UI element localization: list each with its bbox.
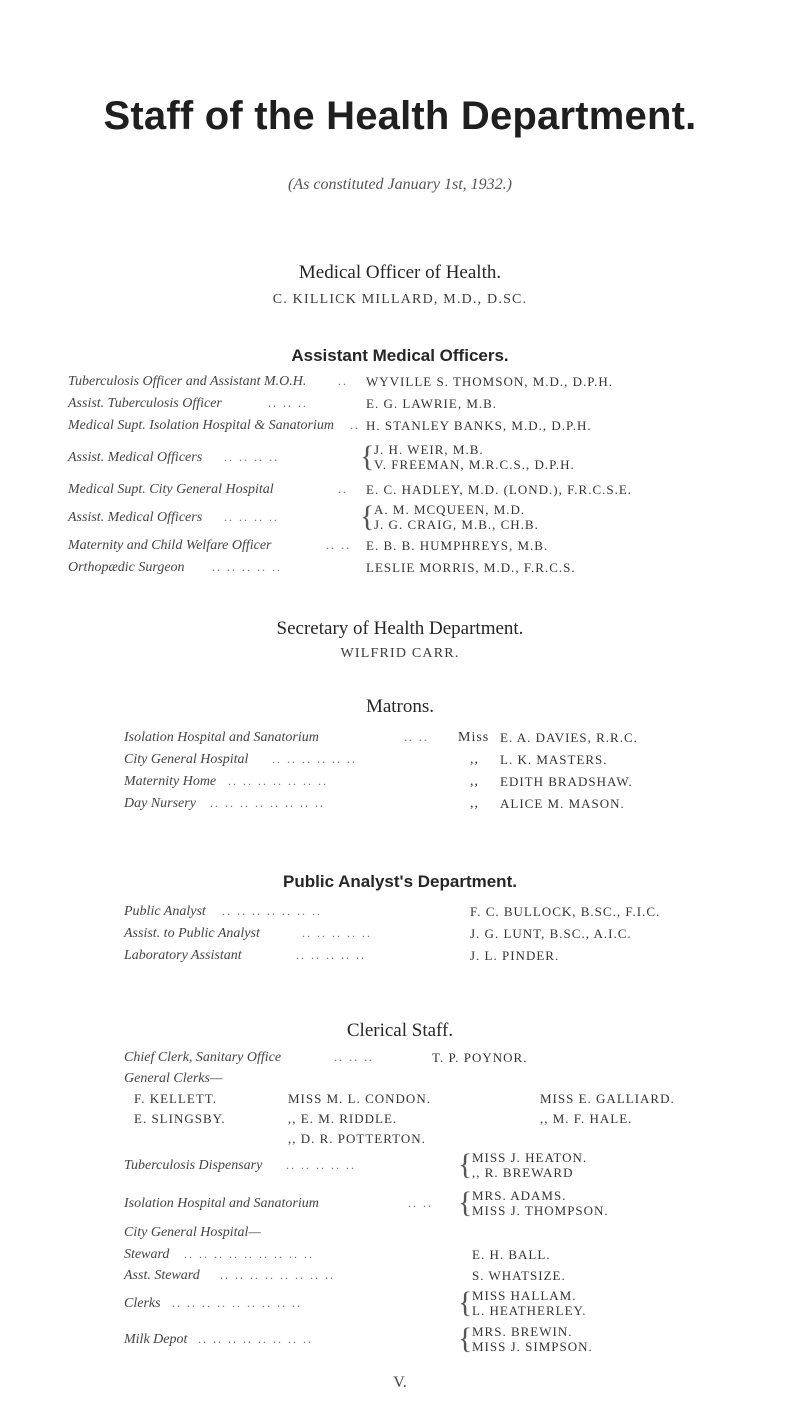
amo-name: WYVILLE S. THOMSON, M.D., D.P.H. — [366, 374, 613, 389]
matron-prefix: ,, — [470, 774, 479, 789]
analyst-role: Laboratory Assistant — [124, 948, 242, 963]
clerk-name: ,, M. F. HALE. — [540, 1111, 633, 1126]
cgh-role: Asst. Steward — [124, 1268, 200, 1283]
brace: { — [458, 1186, 473, 1219]
amo-names — [374, 442, 575, 472]
clerk-name: MISS J. SIMPSON. — [472, 1339, 593, 1354]
brace: { — [458, 1148, 473, 1181]
page-subtitle: (As constituted January 1st, 1932.) — [288, 176, 512, 193]
tb-dispensary-names — [472, 1150, 587, 1180]
matron-name: E. A. DAVIES, R.R.C. — [500, 730, 638, 745]
clerk-name: MRS. ADAMS. — [472, 1188, 567, 1203]
amo-name: J. G. CRAIG, M.B., CH.B. — [374, 517, 539, 532]
leader-dots: .. .. — [326, 538, 351, 552]
leader-dots: .. .. .. .. .. — [302, 926, 372, 940]
isolation-role: Isolation Hospital and Sanatorium — [124, 1196, 319, 1211]
clerk-name: ,, R. BREWARD — [472, 1165, 574, 1180]
matron-name: ALICE M. MASON. — [500, 796, 625, 811]
clerk-name: F. KELLETT. — [134, 1091, 218, 1106]
leader-dots: .. .. .. .. .. .. .. .. — [198, 1332, 313, 1346]
clerk-name: MISS HALLAM. — [472, 1288, 577, 1303]
matron-row — [0, 796, 800, 820]
clerk-name: MISS J. THOMPSON. — [472, 1203, 609, 1218]
leader-dots: .. .. .. .. .. .. .. — [222, 904, 322, 918]
moh-name: C. KILLICK MILLARD, M.D., D.SC. — [272, 292, 528, 307]
amo-name: H. STANLEY BANKS, M.D., D.P.H. — [366, 418, 592, 433]
clerk-name: E. SLINGSBY. — [134, 1111, 226, 1126]
cgh-role: Steward — [124, 1247, 170, 1262]
amo-role: Medical Supt. City General Hospital — [68, 482, 274, 497]
amo-name: A. M. MCQUEEN, M.D. — [374, 502, 526, 517]
amo-row — [0, 538, 800, 562]
chief-clerk-name: T. P. POYNOR. — [432, 1050, 528, 1065]
leader-dots: .. .. .. .. .. .. .. .. .. — [184, 1247, 314, 1261]
analyst-row — [0, 926, 800, 950]
chief-clerk-role: Chief Clerk, Sanitary Office — [124, 1050, 282, 1065]
analyst-name: F. C. BULLOCK, B.SC., F.I.C. — [470, 904, 661, 919]
secretary-heading: Secretary of Health Department. — [276, 618, 524, 639]
amo-row — [0, 374, 800, 398]
amo-role: Medical Supt. Isolation Hospital & Sanatorium — [68, 418, 334, 433]
leader-dots: .. .. — [408, 1196, 433, 1210]
isolation-names — [472, 1188, 609, 1218]
analyst-name: J. L. PINDER. — [470, 948, 560, 963]
analyst-name: J. G. LUNT, B.SC., A.I.C. — [470, 926, 632, 941]
clerk-name: MISS M. L. CONDON. — [288, 1091, 431, 1106]
clerk-name: ,, E. M. RIDDLE. — [288, 1111, 398, 1126]
tb-dispensary-role: Tuberculosis Dispensary — [124, 1158, 263, 1173]
amo-row — [0, 560, 800, 584]
amo-name: LESLIE MORRIS, M.D., F.R.C.S. — [366, 560, 576, 575]
matron-row — [0, 730, 800, 754]
amo-name: E. C. HADLEY, M.D. (LOND.), F.R.C.S.E. — [366, 482, 633, 497]
amo-name: E. B. B. HUMPHREYS, M.B. — [366, 538, 549, 553]
matron-name: L. K. MASTERS. — [500, 752, 608, 767]
cgh-label-row — [0, 1225, 800, 1249]
brace: { — [458, 1286, 473, 1319]
leader-dots: .. .. .. .. .. .. .. .. .. — [172, 1296, 302, 1310]
leader-dots: .. .. .. .. .. .. .. .. — [220, 1268, 335, 1282]
leader-dots: .. .. .. .. .. — [212, 560, 282, 574]
cgh-clerk-names — [472, 1288, 587, 1318]
clerk-name: E. H. BALL. — [472, 1247, 551, 1262]
amo-row — [0, 502, 800, 534]
matrons-heading: Matrons. — [365, 696, 435, 717]
amo-role: Assist. Tuberculosis Officer — [68, 396, 222, 411]
leader-dots: .. .. — [404, 730, 429, 744]
clerk-name: S. WHATSIZE. — [472, 1268, 566, 1283]
amo-heading: Assistant Medical Officers. — [291, 346, 509, 365]
amo-name: V. FREEMAN, M.R.C.S., D.P.H. — [374, 457, 575, 472]
general-clerks-label: General Clerks— — [124, 1071, 223, 1086]
amo-role: Tuberculosis Officer and Assistant M.O.H. — [68, 374, 307, 389]
amo-name: E. G. LAWRIE, M.B. — [366, 396, 498, 411]
cgh-row — [0, 1322, 800, 1354]
matron-row — [0, 752, 800, 776]
cgh-label: City General Hospital— — [124, 1225, 261, 1240]
amo-role: Maternity and Child Welfare Officer — [68, 538, 272, 553]
leader-dots: .. .. .. .. .. — [296, 948, 366, 962]
brace: { — [360, 500, 375, 533]
analyst-heading: Public Analyst's Department. — [283, 872, 517, 891]
matron-prefix: ,, — [470, 796, 479, 811]
milk-depot-names — [472, 1324, 593, 1354]
clerical-heading: Clerical Staff. — [346, 1020, 454, 1041]
leader-dots: .. .. .. .. .. .. .. .. — [210, 796, 325, 810]
page-title: Staff of the Health Department. — [103, 94, 697, 138]
leader-dots: .. .. .. — [334, 1050, 374, 1064]
leader-dots: .. .. .. .. .. .. — [272, 752, 357, 766]
amo-row — [0, 418, 800, 442]
amo-role: Orthopædic Surgeon — [68, 560, 185, 575]
analyst-row — [0, 948, 800, 972]
leader-dots: .. .. .. — [268, 396, 308, 410]
isolation-clerks-row — [0, 1186, 800, 1218]
brace: { — [360, 440, 375, 473]
leader-dots: .. .. .. .. — [224, 510, 279, 524]
analyst-row — [0, 904, 800, 928]
matron-name: EDITH BRADSHAW. — [500, 774, 633, 789]
matron-role: City General Hospital — [124, 752, 249, 767]
clerk-name: MRS. BREWIN. — [472, 1324, 573, 1339]
secretary-name: WILFRID CARR. — [340, 646, 460, 661]
leader-dots: .. .. .. .. .. .. .. — [228, 774, 328, 788]
amo-row — [0, 442, 800, 474]
leader-dots: .. .. .. .. .. — [286, 1158, 356, 1172]
matron-role: Day Nursery — [124, 796, 196, 811]
tb-dispensary-row — [0, 1148, 800, 1180]
brace: { — [458, 1322, 473, 1355]
analyst-role: Public Analyst — [124, 904, 206, 919]
clerk-name: L. HEATHERLEY. — [472, 1303, 587, 1318]
amo-row — [0, 396, 800, 420]
clerk-name: ,, D. R. POTTERTON. — [288, 1131, 426, 1146]
matron-role: Isolation Hospital and Sanatorium — [124, 730, 319, 745]
clerk-name: MISS E. GALLIARD. — [540, 1091, 675, 1106]
matron-prefix: Miss — [458, 730, 490, 745]
leader-dots: .. .. .. .. — [224, 450, 279, 464]
leader-dots: .. — [350, 418, 360, 432]
cgh-role: Milk Depot — [124, 1332, 188, 1347]
leader-dots: .. — [338, 482, 348, 496]
leader-dots: .. — [338, 374, 348, 388]
amo-role: Assist. Medical Officers — [68, 510, 203, 525]
analyst-role: Assist. to Public Analyst — [124, 926, 260, 941]
clerk-name: MISS J. HEATON. — [472, 1150, 588, 1165]
matron-role: Maternity Home — [124, 774, 217, 789]
cgh-role: Clerks — [124, 1296, 161, 1311]
page-number: V. — [393, 1374, 407, 1391]
moh-heading: Medical Officer of Health. — [298, 262, 502, 283]
amo-role: Assist. Medical Officers — [68, 450, 203, 465]
matron-prefix: ,, — [470, 752, 479, 767]
amo-names — [374, 502, 539, 532]
matron-row — [0, 774, 800, 798]
cgh-row — [0, 1286, 800, 1318]
amo-name: J. H. WEIR, M.B. — [374, 442, 484, 457]
